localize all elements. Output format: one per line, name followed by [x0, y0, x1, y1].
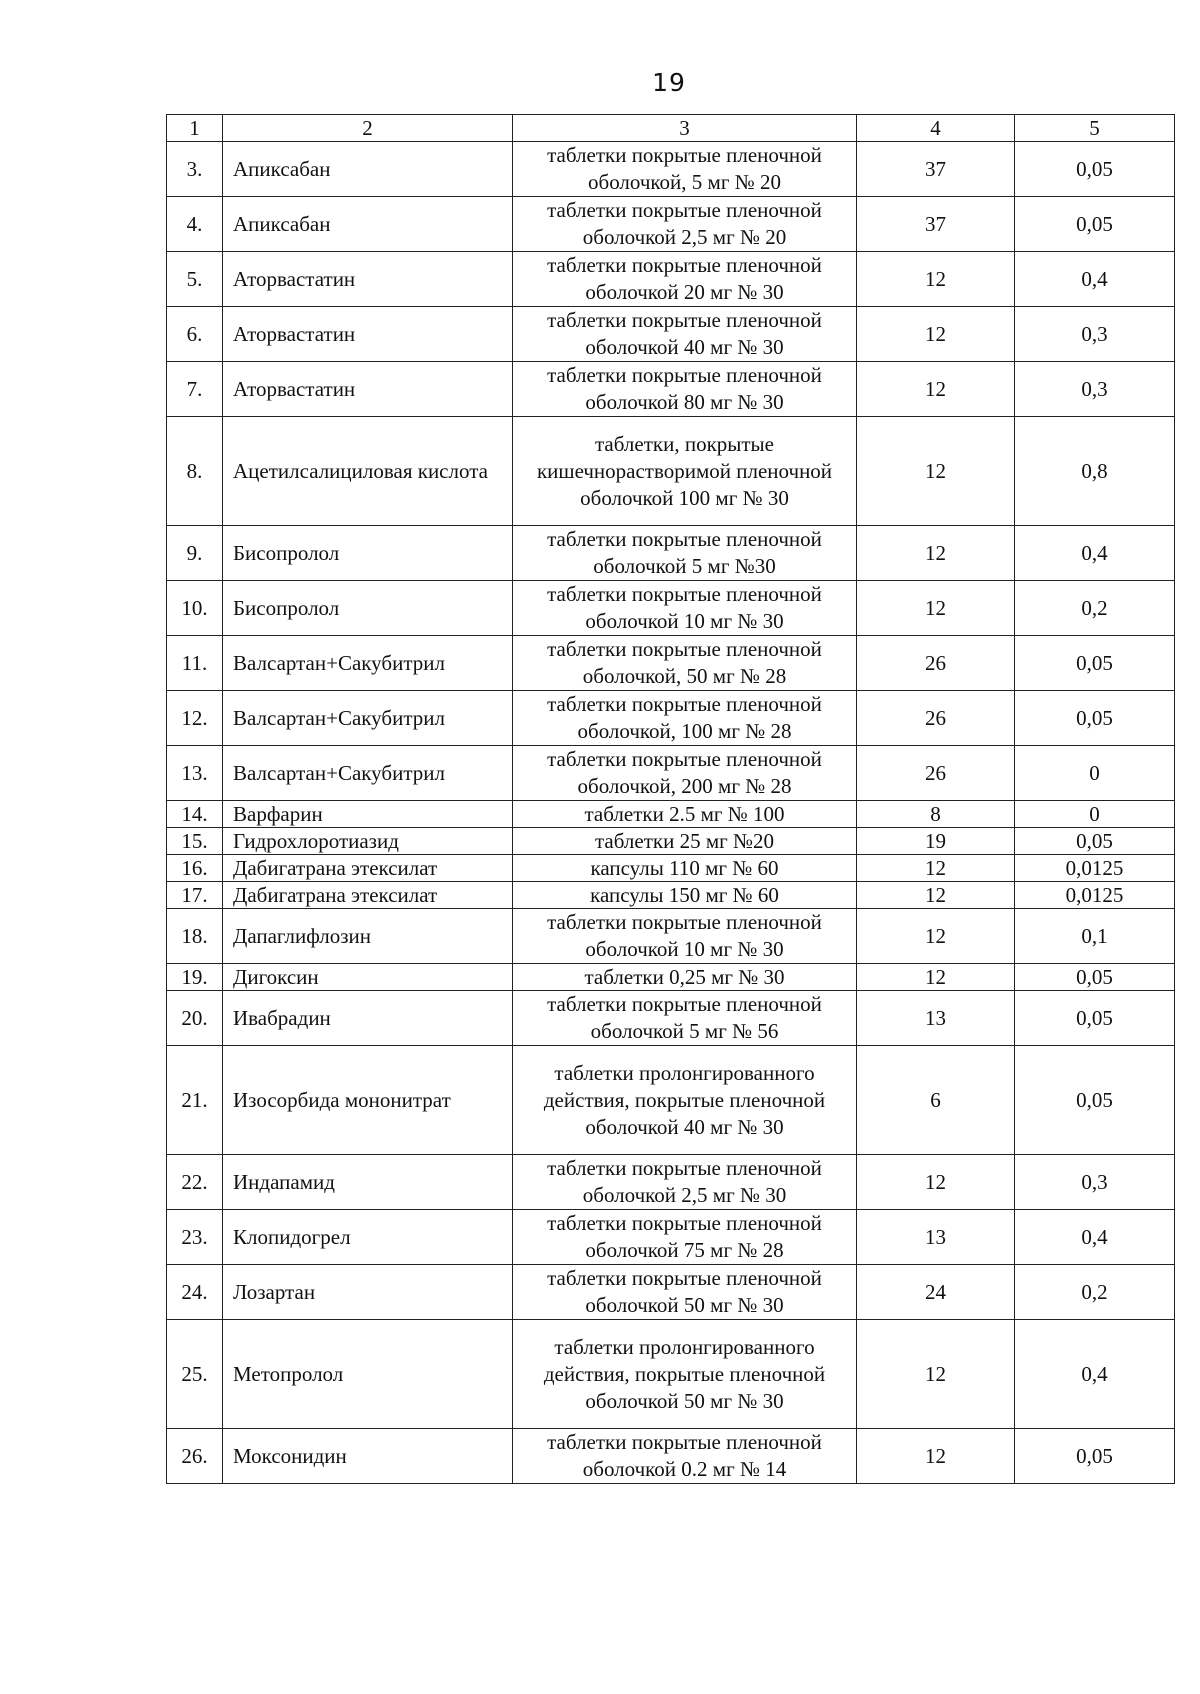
row-number-cell: 12. — [167, 691, 223, 746]
drug-name-cell: Апиксабан — [223, 142, 513, 197]
table-row — [167, 197, 1175, 252]
header-cell-4: 4 — [857, 115, 1015, 142]
drug-name-cell: Аторвастатин — [223, 362, 513, 417]
dosage-form-cell: капсулы 110 мг № 60 — [513, 855, 857, 882]
drug-name-cell: Валсартан+Сакубитрил — [223, 636, 513, 691]
column-5-cell: 0,1 — [1015, 909, 1175, 964]
column-4-cell: 13 — [857, 1210, 1015, 1265]
table-row — [167, 636, 1175, 691]
column-5-cell: 0,0125 — [1015, 882, 1175, 909]
column-5-cell: 0,05 — [1015, 1046, 1175, 1155]
drug-name-cell: Дигоксин — [223, 964, 513, 991]
header-cell-3: 3 — [513, 115, 857, 142]
column-5-cell: 0,3 — [1015, 362, 1175, 417]
dosage-form-cell: таблетки покрытые пленочной оболочкой 0.2 мг № 14 — [513, 1429, 857, 1484]
column-5-cell: 0,2 — [1015, 581, 1175, 636]
table-row — [167, 1155, 1175, 1210]
column-4-cell: 24 — [857, 1265, 1015, 1320]
dosage-form-cell: таблетки покрытые пленочной оболочкой 80 мг № 30 — [513, 362, 857, 417]
table-row — [167, 1046, 1175, 1155]
column-4-cell: 12 — [857, 1155, 1015, 1210]
drug-name-cell: Дабигатрана этексилат — [223, 855, 513, 882]
row-number-cell: 17. — [167, 882, 223, 909]
header-cell-2: 2 — [223, 115, 513, 142]
column-5-cell: 0,3 — [1015, 307, 1175, 362]
column-5-cell: 0,05 — [1015, 691, 1175, 746]
table-row — [167, 964, 1175, 991]
column-5-cell: 0,05 — [1015, 197, 1175, 252]
column-4-cell: 8 — [857, 801, 1015, 828]
drug-name-cell: Бисопролол — [223, 526, 513, 581]
dosage-form-cell: таблетки покрытые пленочной оболочкой 2,5 мг № 30 — [513, 1155, 857, 1210]
table-row — [167, 526, 1175, 581]
dosage-form-cell: таблетки покрытые пленочной оболочкой, 100 мг № 28 — [513, 691, 857, 746]
table-row — [167, 991, 1175, 1046]
table-row — [167, 882, 1175, 909]
dosage-form-cell: капсулы 150 мг № 60 — [513, 882, 857, 909]
row-number-cell: 13. — [167, 746, 223, 801]
column-4-cell: 12 — [857, 1429, 1015, 1484]
dosage-form-cell: таблетки 0,25 мг № 30 — [513, 964, 857, 991]
column-5-cell: 0 — [1015, 746, 1175, 801]
header-cell-5: 5 — [1015, 115, 1175, 142]
column-5-cell: 0,2 — [1015, 1265, 1175, 1320]
column-4-cell: 12 — [857, 417, 1015, 526]
drug-name-cell: Бисопролол — [223, 581, 513, 636]
table-row — [167, 1210, 1175, 1265]
drug-name-cell: Аторвастатин — [223, 307, 513, 362]
dosage-form-cell: таблетки покрытые пленочной оболочкой 20 мг № 30 — [513, 252, 857, 307]
table-row — [167, 801, 1175, 828]
dosage-form-cell: таблетки покрытые пленочной оболочкой, 5 мг № 20 — [513, 142, 857, 197]
column-5-cell: 0,8 — [1015, 417, 1175, 526]
column-5-cell: 0,05 — [1015, 142, 1175, 197]
row-number-cell: 10. — [167, 581, 223, 636]
row-number-cell: 24. — [167, 1265, 223, 1320]
column-5-cell: 0,05 — [1015, 964, 1175, 991]
column-4-cell: 12 — [857, 882, 1015, 909]
dosage-form-cell: таблетки покрытые пленочной оболочкой, 50 мг № 28 — [513, 636, 857, 691]
column-4-cell: 26 — [857, 636, 1015, 691]
column-4-cell: 12 — [857, 909, 1015, 964]
column-4-cell: 12 — [857, 855, 1015, 882]
column-4-cell: 12 — [857, 964, 1015, 991]
table-row — [167, 1429, 1175, 1484]
column-4-cell: 19 — [857, 828, 1015, 855]
row-number-cell: 9. — [167, 526, 223, 581]
drug-name-cell: Варфарин — [223, 801, 513, 828]
table-row — [167, 362, 1175, 417]
dosage-form-cell: таблетки пролонгированного действия, покрытые пленочной оболочкой 50 мг № 30 — [513, 1320, 857, 1429]
dosage-form-cell: таблетки покрытые пленочной оболочкой 50 мг № 30 — [513, 1265, 857, 1320]
row-number-cell: 8. — [167, 417, 223, 526]
row-number-cell: 4. — [167, 197, 223, 252]
table-row — [167, 142, 1175, 197]
row-number-cell: 3. — [167, 142, 223, 197]
column-4-cell: 37 — [857, 197, 1015, 252]
table-row — [167, 1320, 1175, 1429]
column-5-cell: 0,3 — [1015, 1155, 1175, 1210]
row-number-cell: 11. — [167, 636, 223, 691]
column-5-cell: 0,0125 — [1015, 855, 1175, 882]
column-4-cell: 26 — [857, 746, 1015, 801]
row-number-cell: 15. — [167, 828, 223, 855]
drug-name-cell: Апиксабан — [223, 197, 513, 252]
drug-name-cell: Лозартан — [223, 1265, 513, 1320]
column-5-cell: 0,05 — [1015, 1429, 1175, 1484]
row-number-cell: 21. — [167, 1046, 223, 1155]
column-5-cell: 0,05 — [1015, 636, 1175, 691]
dosage-form-cell: таблетки покрытые пленочной оболочкой, 200 мг № 28 — [513, 746, 857, 801]
dosage-form-cell: таблетки покрытые пленочной оболочкой 5 мг №30 — [513, 526, 857, 581]
table-row — [167, 252, 1175, 307]
column-4-cell: 6 — [857, 1046, 1015, 1155]
table-row — [167, 855, 1175, 882]
row-number-cell: 19. — [167, 964, 223, 991]
dosage-form-cell: таблетки покрытые пленочной оболочкой 75 мг № 28 — [513, 1210, 857, 1265]
column-5-cell: 0,05 — [1015, 991, 1175, 1046]
dosage-form-cell: таблетки покрытые пленочной оболочкой 2,5 мг № 20 — [513, 197, 857, 252]
drug-name-cell: Индапамид — [223, 1155, 513, 1210]
column-5-cell: 0,4 — [1015, 526, 1175, 581]
column-4-cell: 12 — [857, 362, 1015, 417]
drug-name-cell: Гидрохлоротиазид — [223, 828, 513, 855]
row-number-cell: 25. — [167, 1320, 223, 1429]
dosage-form-cell: таблетки покрытые пленочной оболочкой 5 мг № 56 — [513, 991, 857, 1046]
column-5-cell: 0 — [1015, 801, 1175, 828]
drug-name-cell: Валсартан+Сакубитрил — [223, 746, 513, 801]
dosage-form-cell: таблетки покрытые пленочной оболочкой 10 мг № 30 — [513, 581, 857, 636]
table-row — [167, 691, 1175, 746]
drug-name-cell: Изосорбида мононитрат — [223, 1046, 513, 1155]
column-4-cell: 37 — [857, 142, 1015, 197]
dosage-form-cell: таблетки пролонгированного действия, покрытые пленочной оболочкой 40 мг № 30 — [513, 1046, 857, 1155]
column-4-cell: 12 — [857, 526, 1015, 581]
drug-table — [166, 114, 1175, 1484]
drug-name-cell: Дапаглифлозин — [223, 909, 513, 964]
table-row — [167, 828, 1175, 855]
row-number-cell: 22. — [167, 1155, 223, 1210]
column-5-cell: 0,05 — [1015, 828, 1175, 855]
column-4-cell: 12 — [857, 581, 1015, 636]
header-cell-1: 1 — [167, 115, 223, 142]
row-number-cell: 16. — [167, 855, 223, 882]
drug-name-cell: Ивабрадин — [223, 991, 513, 1046]
table-row — [167, 746, 1175, 801]
column-5-cell: 0,4 — [1015, 1320, 1175, 1429]
drug-name-cell: Клопидогрел — [223, 1210, 513, 1265]
drug-name-cell: Аторвастатин — [223, 252, 513, 307]
drug-name-cell: Дабигатрана этексилат — [223, 882, 513, 909]
column-4-cell: 12 — [857, 252, 1015, 307]
dosage-form-cell: таблетки, покрытые кишечнорастворимой пленочной оболочкой 100 мг № 30 — [513, 417, 857, 526]
row-number-cell: 18. — [167, 909, 223, 964]
table-row — [167, 417, 1175, 526]
table-header-row — [167, 115, 1175, 142]
table-row — [167, 1265, 1175, 1320]
column-4-cell: 12 — [857, 1320, 1015, 1429]
column-5-cell: 0,4 — [1015, 252, 1175, 307]
row-number-cell: 6. — [167, 307, 223, 362]
column-4-cell: 26 — [857, 691, 1015, 746]
drug-name-cell: Моксонидин — [223, 1429, 513, 1484]
dosage-form-cell: таблетки 2.5 мг № 100 — [513, 801, 857, 828]
drug-name-cell: Валсартан+Сакубитрил — [223, 691, 513, 746]
table-row — [167, 307, 1175, 362]
row-number-cell: 7. — [167, 362, 223, 417]
dosage-form-cell: таблетки покрытые пленочной оболочкой 10 мг № 30 — [513, 909, 857, 964]
page-number: 19 — [652, 68, 686, 97]
row-number-cell: 23. — [167, 1210, 223, 1265]
row-number-cell: 20. — [167, 991, 223, 1046]
table-row — [167, 581, 1175, 636]
drug-name-cell: Ацетилсалициловая кислота — [223, 417, 513, 526]
column-4-cell: 13 — [857, 991, 1015, 1046]
dosage-form-cell: таблетки 25 мг №20 — [513, 828, 857, 855]
drug-name-cell: Метопролол — [223, 1320, 513, 1429]
column-5-cell: 0,4 — [1015, 1210, 1175, 1265]
row-number-cell: 14. — [167, 801, 223, 828]
dosage-form-cell: таблетки покрытые пленочной оболочкой 40 мг № 30 — [513, 307, 857, 362]
row-number-cell: 26. — [167, 1429, 223, 1484]
row-number-cell: 5. — [167, 252, 223, 307]
table-row — [167, 909, 1175, 964]
column-4-cell: 12 — [857, 307, 1015, 362]
